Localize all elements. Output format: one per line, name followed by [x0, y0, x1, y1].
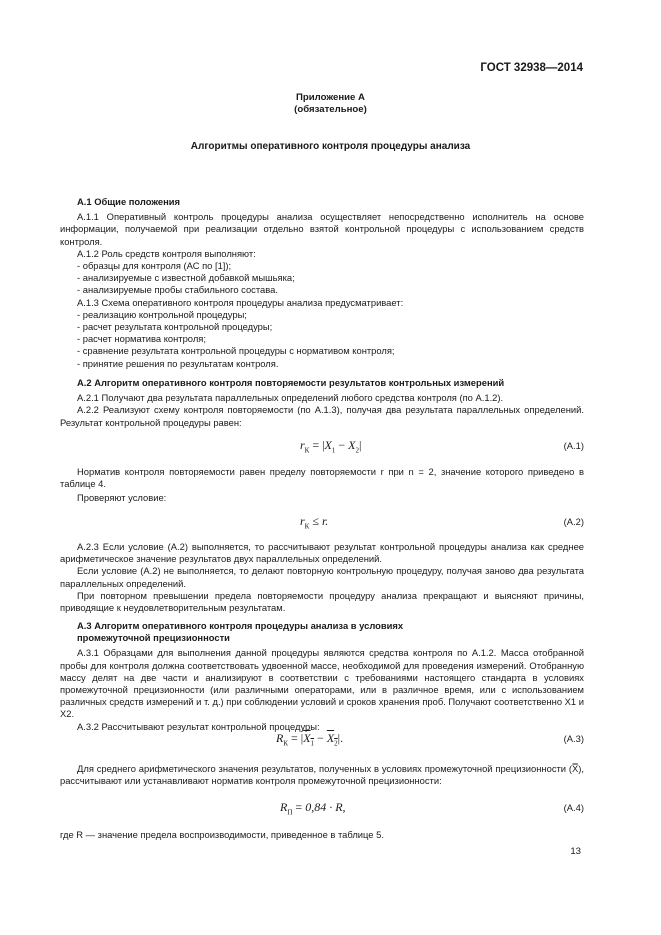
- formula-expression: $r_К = |X_1 - X_2|$: [300, 438, 362, 455]
- section-a3-end: [60, 829, 584, 841]
- formula-expression: $R_П = 0,84 \cdot R$,: [280, 800, 346, 817]
- formula-number: (А.2): [563, 516, 584, 527]
- formula-expression: $r_К \le r$.: [300, 514, 329, 531]
- paragraph: А.2.3 Если условие (А.2) выполняется, то рассчитывают результат контрольной процедуры анализа как среднее арифметическое значение результатов двух параллельных определений.: [60, 541, 584, 565]
- paragraph: При повторном превышении предела повторяемости процедуру анализа прекращают и выясняют причины, приводящие к неудовлетворительным результатам.: [60, 589, 584, 614]
- section-a2: [60, 377, 584, 429]
- paragraph: Проверяют условие:: [77, 492, 167, 504]
- main-title: Алгоритмы оперативного контроля процедуры анализа: [190, 141, 471, 152]
- formula-a2: [60, 514, 584, 534]
- section-a1: [60, 196, 584, 370]
- list-item: - реализацию контрольной процедуры;: [77, 308, 247, 320]
- paragraph: Норматив контроля повторяемости равен пределу повторяемости r при n = 2, значение которого приведено в таблице 4.: [60, 466, 584, 490]
- list-item: - расчет результата контрольной процедуры;: [77, 321, 273, 333]
- paragraph: А.3.2 Рассчитывают результат контрольной процедуры:: [77, 720, 320, 732]
- paragraph: Для среднего арифметического значения результатов, полученных в условиях промежуточной прецизионности (X̿), рассчитывают или устанавливают норматив контроля промежуточной прецизионности:: [60, 763, 584, 787]
- paragraph: А.2.1 Получают два результата параллельных определений любого средства контроля (по А.1.2).: [77, 392, 504, 404]
- section-a2-cont: [60, 466, 584, 505]
- appendix-subtitle: (обязательное): [294, 104, 367, 115]
- formula-a4: [60, 800, 584, 820]
- section-a3-cont: [60, 763, 584, 787]
- standard-number: ГОСТ 32938—2014: [480, 62, 583, 74]
- list-item: - принятие решения по результатам контроля.: [77, 357, 279, 369]
- paragraph: А.1.2 Роль средств контроля выполняют:: [77, 247, 256, 259]
- appendix-title: Приложение А: [296, 92, 365, 103]
- section-heading: А.2 Алгоритм оперативного контроля повторяемости результатов контрольных измерений: [77, 377, 505, 388]
- page-number: 13: [570, 846, 581, 857]
- section-a3: [60, 620, 584, 733]
- formula-number: (А.3): [563, 733, 584, 744]
- formula-a1: [60, 438, 584, 458]
- formula-number: (А.1): [563, 440, 584, 451]
- section-heading: промежуточной прецизионности: [77, 632, 230, 644]
- section-a2-end: [60, 541, 584, 614]
- list-item: - образцы для контроля (АС по [1]);: [77, 260, 232, 272]
- formula-a3: [60, 731, 584, 751]
- paragraph: где R — значение предела воспроизводимости, приведенное в таблице 5.: [60, 829, 384, 840]
- list-item: - анализируемые с известной добавкой мышьяка;: [77, 272, 295, 284]
- paragraph: А.2.2 Реализуют схему контроля повторяемости (по А.1.3), получая два результата параллельных определений. Результат контрольной процедуры равен:: [60, 404, 584, 428]
- formula-number: (А.4): [563, 802, 584, 813]
- list-item: - анализируемые пробы стабильного состава.: [77, 284, 278, 296]
- paragraph: А.3.1 Образцами для выполнения данной процедуры являются средства контроля по А.1.2. Масса отобранной пробы для контроля должна соответствовать удвоенной массе, необходимой для проведения измерений. Отобранную массу делят на две части и анализируют в соответствии с требованиями настоящего стандарта в условиях промежуточной прецизионности (или различными операторами, или в различное время, или с использованием различных средств измерений и т. д.) при соблюдении условий и сроков хранения проб. Получают соответственно X1 и X2.: [60, 647, 584, 720]
- formula-expression: $R_К = |X_1 - X_2|$.: [276, 731, 344, 748]
- section-heading: А.1 Общие положения: [77, 196, 180, 207]
- paragraph: Если условие (А.2) не выполняется, то делают повторную контрольную процедуру, получая заново два результата параллельных определений.: [60, 565, 584, 589]
- list-item: - расчет норматива контроля;: [77, 333, 206, 345]
- list-item: - сравнение результата контрольной процедуры с нормативом контроля;: [77, 345, 395, 357]
- paragraph: А.1.3 Схема оперативного контроля процедуры анализа предусматривает:: [77, 296, 404, 308]
- paragraph: А.1.1 Оперативный контроль процедуры анализа осуществляет непосредственно исполнитель на основе информации, получаемой при реализации отдельно взятой контрольной процедуры с использованием средств контроля.: [60, 211, 584, 247]
- section-heading: А.3 Алгоритм оперативного контроля процедуры анализа в условиях: [77, 620, 404, 631]
